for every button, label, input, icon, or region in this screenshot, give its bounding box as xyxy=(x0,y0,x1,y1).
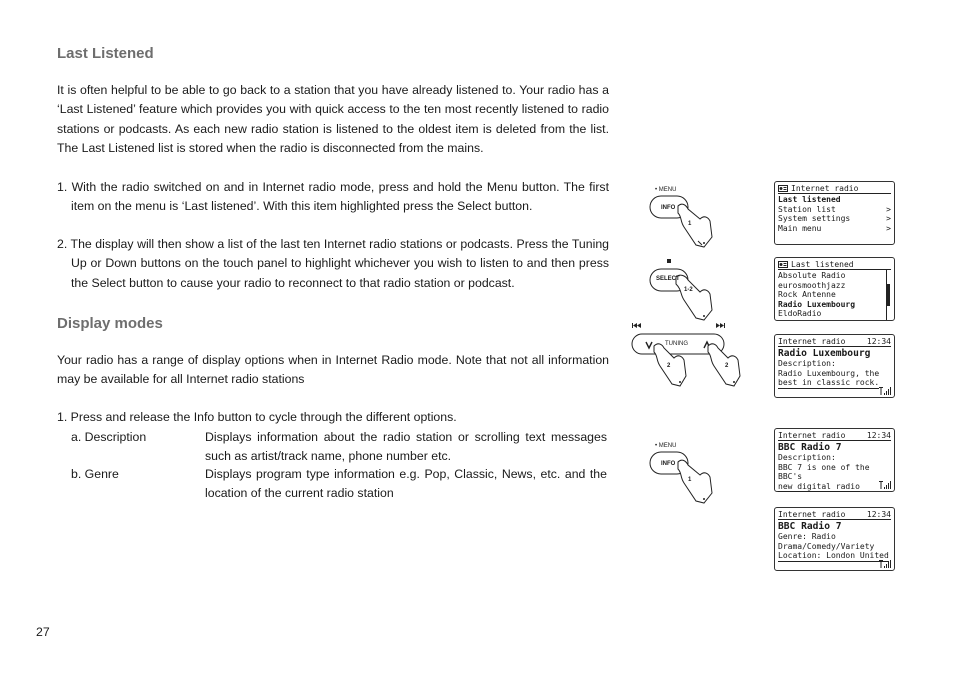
menu-info-button-illustration xyxy=(648,185,718,251)
pointing-hand-icon xyxy=(648,185,718,251)
info-button-label: INFO xyxy=(661,461,676,467)
radio-icon xyxy=(778,185,788,192)
menu-label: • MENU xyxy=(655,187,677,193)
last-listened-step-2: 2. The display will then show a list of the last ten Internet radio stations or podcasts. Press the Tuning Up or Down buttons on the touch panel to highlight whichever you wish to listen to and then press the Select button to cause your radio to reconnect to that radio station or podcast. xyxy=(57,237,609,290)
tap-count-label: 2 xyxy=(667,363,671,369)
menu-label: • MENU xyxy=(655,443,677,449)
tuning-panel-graphic xyxy=(630,320,748,392)
chevron-right-icon: > xyxy=(886,214,891,224)
info-line: Description: xyxy=(778,453,836,463)
select-button-label: SELECT xyxy=(656,276,680,282)
menu-item-label: System settings xyxy=(778,214,851,224)
station-name: BBC Radio 7 xyxy=(778,442,842,454)
chevron-right-icon: > xyxy=(886,204,891,214)
pointing-hand-icon xyxy=(648,441,718,507)
last-listened-step-1: 1. With the radio switched on and in Internet radio mode, press and hold the Menu button. The first item on the menu is ‘Last listened’. With this item highlighted press the Select button. xyxy=(57,180,609,214)
last-listened-intro: It is often helpful to be able to go back to a station that you have already listened to. Your radio has a ‘Last Listened’ feature which provides you with quick access to the ten most recently listened to radio stations or podcasts. As each new radio station is listened to the oldest item is deleted from the list. The Last Listened list is stored when the radio is disconnected from the mains. xyxy=(57,83,609,155)
lcd-header-title: Internet radio xyxy=(778,431,846,440)
option-desc-description: Displays information about the radio station or scrolling text messages such as artist/track name, phone number etc. xyxy=(205,430,607,464)
scrollbar-thumb[interactable] xyxy=(887,284,890,306)
menu-item-last-listened[interactable] xyxy=(778,195,891,204)
info-line: Radio Luxembourg, the xyxy=(778,368,880,378)
station-list-item[interactable]: Rock Antenne xyxy=(778,290,836,300)
pointing-hand-icon xyxy=(648,258,718,324)
tap-count-label: 1 xyxy=(688,221,692,227)
lcd-header-title: Internet radio xyxy=(791,184,859,193)
station-list-item-selected[interactable]: Radio Luxembourg xyxy=(778,299,856,309)
lcd-header-title: Last listened xyxy=(791,260,854,269)
option-desc-genre: Displays program type information e.g. Pop, Classic, News, etc. and the location of the current radio station xyxy=(205,467,607,501)
lcd-screen-station-description xyxy=(774,334,895,398)
station-name: BBC Radio 7 xyxy=(778,521,842,533)
lcd-screen-bbc-genre xyxy=(774,507,895,571)
info-button-illustration xyxy=(648,441,718,507)
menu-item-system-settings[interactable] xyxy=(778,214,891,223)
info-line: Genre: Radio xyxy=(778,532,836,542)
radio-icon xyxy=(778,261,788,268)
info-line: new digital radio xyxy=(778,481,860,491)
lcd-header xyxy=(778,337,891,347)
option-term-description: a. Description xyxy=(71,430,147,444)
signal-strength-icon xyxy=(879,560,891,568)
menu-item-label: Station list xyxy=(778,204,836,214)
signal-strength-icon xyxy=(879,387,891,395)
lcd-header-title: Internet radio xyxy=(778,510,846,519)
info-line: Location: London United xyxy=(778,551,889,561)
lcd-screen-last-listened xyxy=(774,257,895,321)
skip-forward-icon xyxy=(716,323,725,328)
tap-count-label: 2 xyxy=(725,363,729,369)
tap-count-label: 1-2 xyxy=(684,287,693,293)
skip-back-icon xyxy=(632,323,641,328)
option-term-genre: b. Genre xyxy=(71,467,119,481)
menu-item-label: Main menu xyxy=(778,223,822,233)
lcd-header xyxy=(778,510,891,520)
lcd-screen-menu xyxy=(774,181,895,245)
station-list-item[interactable]: EldoRadio xyxy=(778,309,822,319)
signal-strength-icon xyxy=(879,481,891,489)
lcd-clock: 12:34 xyxy=(866,337,891,346)
lcd-clock: 12:34 xyxy=(866,431,891,440)
info-line: Drama/Comedy/Variety xyxy=(778,541,875,551)
chevron-right-icon: > xyxy=(886,223,891,233)
lcd-header xyxy=(778,184,891,194)
section-title-last-listened: Last Listened xyxy=(57,45,154,62)
select-button-illustration xyxy=(648,258,718,324)
info-line: BBC 7 is one of the BBC's xyxy=(778,462,870,482)
section-title-display-modes: Display modes xyxy=(57,315,163,332)
menu-item-label: Last listened xyxy=(778,195,841,205)
info-line: Description: xyxy=(778,359,836,369)
menu-item-main-menu[interactable] xyxy=(778,224,891,233)
lcd-header-title: Internet radio xyxy=(778,337,846,346)
info-line: best in classic rock. xyxy=(778,378,880,388)
menu-item-station-list[interactable] xyxy=(778,205,891,214)
page-number: 27 xyxy=(36,625,50,639)
lcd-header xyxy=(778,260,891,270)
station-list-item[interactable]: Absolute Radio xyxy=(778,271,846,281)
lcd-clock: 12:34 xyxy=(866,510,891,519)
tuning-label: TUNING xyxy=(665,341,688,347)
lcd-screen-bbc-description xyxy=(774,428,895,492)
info-button-label: INFO xyxy=(661,205,676,211)
tap-count-label: 1 xyxy=(688,477,692,483)
display-modes-intro: Your radio has a range of display options when in Internet Radio mode. Note that not all information may be available for all Internet radio stations xyxy=(57,353,609,387)
display-modes-step-1: 1. Press and release the Info button to cycle through the different options. xyxy=(57,410,457,424)
tuning-buttons-illustration xyxy=(630,320,748,392)
station-name: Radio Luxembourg xyxy=(778,348,871,360)
station-list-item[interactable]: eurosmoothjazz xyxy=(778,280,846,290)
lcd-header xyxy=(778,431,891,441)
